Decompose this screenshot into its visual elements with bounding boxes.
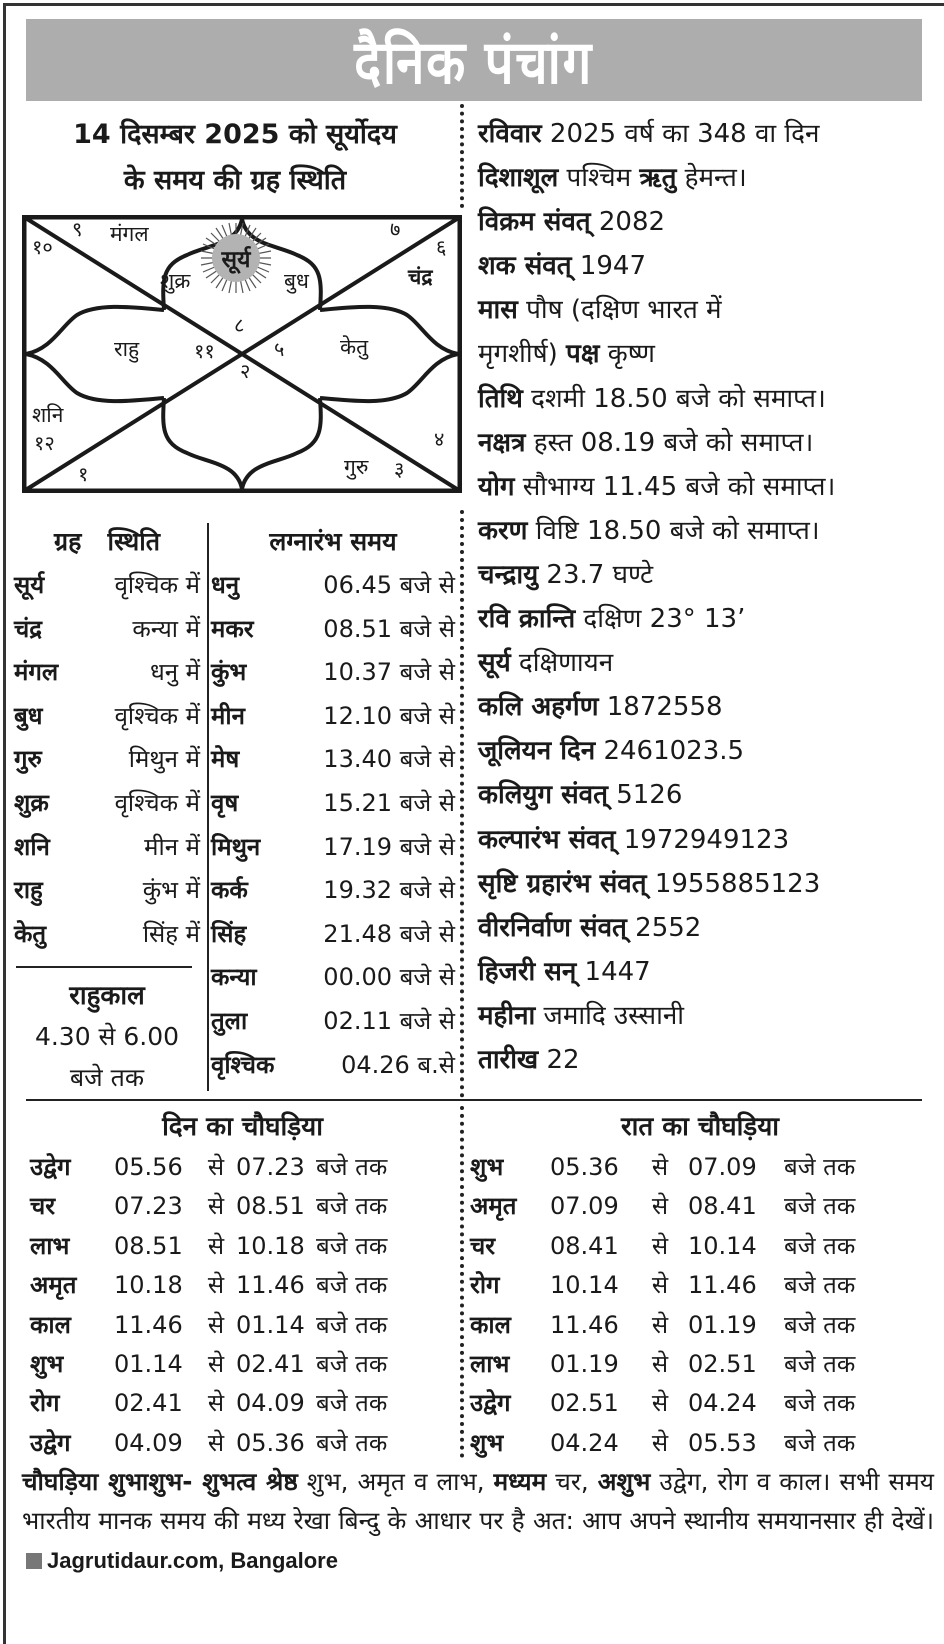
chog-suffix: बजे तक: [316, 1271, 388, 1300]
graha-row: [14, 869, 200, 913]
night-choghadiya: [470, 1106, 930, 1463]
info-value: 5126: [607, 780, 683, 811]
chog-name: काल: [470, 1310, 511, 1339]
kundli-mars-label: मंगल: [110, 222, 149, 246]
chog-suffix: बजे तक: [784, 1310, 856, 1339]
chog-to: 08.41: [688, 1192, 757, 1221]
footer-bold-heading: चौघड़िया शुभाशुभ- शुभत्व श्रेष्ठ: [22, 1467, 298, 1496]
chog-suffix: बजे तक: [784, 1192, 856, 1221]
chog-from: 02.51: [550, 1389, 619, 1418]
graha-header-label: ग्रह: [54, 527, 82, 556]
lagna-name: कन्या: [211, 963, 257, 992]
dotted-separator: [460, 1106, 464, 1458]
info-row-chandrayu: [478, 553, 938, 597]
chog-suffix: बजे तक: [316, 1349, 388, 1378]
chog-suffix: बजे तक: [784, 1349, 856, 1378]
info-key: रविवार: [478, 119, 542, 149]
graha-rashi: वृश्चिक में: [114, 701, 200, 730]
chog-se: से: [207, 1231, 225, 1260]
kundli-jupiter-label: गुरु: [344, 455, 369, 479]
chog-from: 04.24: [550, 1428, 619, 1457]
kundli-saturn-label: शनि: [32, 403, 64, 427]
info-value: कृष्ण: [599, 339, 655, 370]
info-row-kaliyug-samvat: [478, 773, 938, 817]
lagna-name: मकर: [211, 614, 254, 643]
choghadiya-row: [30, 1345, 455, 1384]
graha-sthiti-header: [14, 520, 200, 564]
graha-row: [14, 826, 200, 870]
chog-from: 08.51: [114, 1231, 183, 1260]
info-key: कलियुग संवत्: [478, 780, 608, 811]
night-choghadiya-title: रात का चौघड़िया: [620, 1112, 780, 1142]
graha-rashi: सिंह में: [142, 919, 200, 948]
info-value: 1955885123: [646, 868, 821, 899]
chog-to: 04.09: [236, 1389, 305, 1418]
info-value: मृगशीर्ष): [478, 339, 567, 370]
choghadiya-row: [470, 1384, 930, 1423]
lagna-row: [211, 608, 455, 652]
lagna-time: 19.32 बजे से: [323, 876, 455, 905]
lagna-row: [211, 738, 455, 782]
info-key: तिथि: [478, 383, 523, 414]
chog-suffix: बजे तक: [784, 1389, 856, 1418]
lagna-row: [211, 913, 455, 957]
graha-rashi: मीन में: [144, 832, 200, 861]
graha-row: [14, 782, 200, 826]
house-number: ७: [390, 217, 401, 241]
info-value: विष्टि 18.50 बजे को समाप्त।: [527, 515, 820, 546]
chog-name: चर: [30, 1192, 56, 1221]
lagna-time: 21.48 बजे से: [323, 919, 455, 948]
chog-name: काल: [30, 1310, 71, 1339]
info-key: सृष्टि ग्रहारंभ संवत्: [478, 868, 647, 899]
lagna-row: [211, 782, 455, 826]
info-key: कल्पारंभ संवत्: [478, 824, 616, 855]
house-number: ८: [234, 313, 245, 337]
choghadiya-row: [470, 1227, 930, 1266]
info-key: सूर्य: [478, 648, 511, 679]
info-key: चन्द्रायु: [478, 559, 539, 590]
chart-heading-line1: 14 दिसम्बर 2025 को सूर्योदय: [73, 119, 397, 150]
chog-to: 10.14: [688, 1231, 757, 1260]
chog-suffix: बजे तक: [316, 1153, 388, 1181]
chog-name: लाभ: [470, 1349, 510, 1378]
footer-bold-ashubh: अशुभ: [597, 1467, 651, 1496]
kundli-sun-label: सूर्य: [221, 247, 251, 273]
lagna-name: कर्क: [211, 876, 248, 905]
info-row-kali-ahargan: [478, 685, 938, 729]
chog-name: शुभ: [30, 1349, 64, 1378]
chog-se: से: [651, 1389, 669, 1418]
graha-sthiti-table: [14, 520, 200, 956]
chog-se: से: [651, 1271, 669, 1300]
chog-se: से: [207, 1153, 225, 1181]
chog-name: रोग: [470, 1271, 500, 1300]
choghadiya-row: [470, 1306, 930, 1345]
info-row-yoga: [478, 465, 938, 509]
chog-name: रोग: [30, 1389, 60, 1418]
info-value: 2025 वर्ष का 348 वा दिन: [541, 119, 820, 149]
info-key: कलि अहर्गण: [478, 692, 599, 723]
lagna-time: 13.40 बजे से: [323, 745, 455, 774]
graha-name: चंद्र: [14, 614, 42, 643]
choghadiya-row: [30, 1306, 455, 1345]
house-number: ९: [72, 217, 83, 241]
info-value: 23.7 घण्टे: [538, 559, 654, 590]
graha-name: गुरु: [14, 745, 42, 774]
info-row-hijri-san: [478, 950, 938, 994]
lagna-row: [211, 651, 455, 695]
graha-row: [14, 738, 200, 782]
chog-se: से: [207, 1192, 225, 1221]
chog-from: 10.14: [550, 1271, 619, 1300]
chog-se: से: [207, 1349, 225, 1378]
info-key: नक्षत्र: [478, 427, 526, 458]
choghadiya-row: [470, 1424, 930, 1463]
chog-to: 08.51: [236, 1192, 305, 1221]
graha-name: शुक्र: [14, 788, 49, 817]
divider: [16, 966, 192, 968]
chog-suffix: बजे तक: [784, 1428, 856, 1457]
chog-se: से: [651, 1310, 669, 1339]
info-row-srishti-samvat: [478, 862, 938, 906]
info-row-tarikh: [478, 1038, 938, 1082]
chog-from: 07.23: [114, 1192, 183, 1221]
info-key: करण: [478, 515, 528, 546]
chog-suffix: बजे तक: [316, 1389, 388, 1418]
info-value: 2461023.5: [595, 736, 745, 767]
chog-se: से: [651, 1192, 669, 1221]
choghadiya-row: [470, 1148, 930, 1187]
chog-se: से: [651, 1153, 669, 1181]
kundli-moon-label: चंद्र: [408, 265, 433, 289]
house-number: २: [240, 359, 251, 383]
chog-name: अमृत: [30, 1271, 77, 1300]
sun-badge: [200, 222, 272, 294]
graha-row: [14, 913, 200, 957]
lagna-row: [211, 956, 455, 1000]
info-key: तारीख: [478, 1044, 539, 1075]
graha-name: केतु: [14, 919, 47, 948]
chog-from: 05.56: [114, 1153, 183, 1181]
sthiti-header-label: स्थिति: [107, 527, 160, 556]
info-row-tithi: [478, 377, 938, 421]
chog-from: 01.14: [114, 1349, 183, 1378]
graha-rashi: धनु में: [149, 658, 200, 687]
chart-heading: [20, 112, 450, 204]
lagna-row: [211, 564, 455, 608]
info-row-veernirvan-samvat: [478, 906, 938, 950]
chog-to: 01.14: [236, 1310, 305, 1339]
info-row-mahina: [478, 994, 938, 1038]
graha-name: बुध: [14, 701, 43, 730]
choghadiya-row: [30, 1187, 455, 1226]
info-value: 1447: [576, 956, 651, 987]
chog-name: शुभ: [470, 1428, 504, 1457]
chog-from: 07.09: [550, 1192, 619, 1221]
info-value: हस्त 08.19 बजे को समाप्त।: [525, 427, 814, 458]
info-row-maas: [478, 288, 938, 332]
chart-heading-line2: के समय की ग्रह स्थिति: [123, 165, 347, 196]
info-value: 2552: [626, 912, 702, 943]
chog-name: उद्वेग: [30, 1153, 71, 1181]
info-key: हिजरी सन्: [478, 956, 577, 987]
info-row-ravi-kranti: [478, 597, 938, 641]
graha-name: सूर्य: [14, 571, 45, 599]
chog-name: अमृत: [470, 1192, 517, 1221]
lagna-name: मिथुन: [211, 832, 261, 861]
rahukaal-box: [14, 976, 200, 1098]
chog-from: 10.18: [114, 1271, 183, 1300]
house-number: १०: [32, 235, 53, 259]
chog-to: 05.53: [688, 1428, 757, 1457]
info-value: दक्षिण 23° 13’: [575, 604, 746, 635]
chog-suffix: बजे तक: [784, 1153, 856, 1181]
info-row-dishashool: [478, 156, 938, 200]
column-divider: [207, 523, 209, 1091]
lagna-name: सिंह: [211, 919, 247, 948]
choghadiya-row: [30, 1266, 455, 1305]
info-row-vikram-samvat: [478, 200, 938, 244]
graha-row: [14, 695, 200, 739]
choghadiya-row: [30, 1148, 455, 1187]
section-divider: [26, 1099, 922, 1101]
brand-square-icon: [26, 1553, 42, 1569]
lagna-time: 17.19 बजे से: [323, 832, 455, 861]
chog-from: 11.46: [114, 1310, 183, 1339]
chog-to: 01.19: [688, 1310, 757, 1339]
choghadiya-row: [470, 1266, 930, 1305]
info-value: पौष (दक्षिण भारत में: [517, 295, 722, 326]
lagna-row: [211, 1044, 455, 1088]
lagna-row: [211, 695, 455, 739]
graha-rashi: कन्या में: [132, 614, 200, 643]
house-number: ४: [434, 427, 445, 451]
chog-from: 01.19: [550, 1349, 619, 1378]
lagna-row: [211, 1000, 455, 1044]
chog-suffix: बजे तक: [316, 1231, 388, 1260]
graha-rashi: मिथुन में: [128, 745, 200, 774]
chog-se: से: [207, 1310, 225, 1339]
lagna-name: धनु: [211, 571, 240, 599]
chog-to: 02.41: [236, 1349, 305, 1378]
info-value: दक्षिणायन: [510, 648, 614, 679]
choghadiya-row: [30, 1424, 455, 1463]
info-key: महीना: [478, 1000, 536, 1031]
info-row-karan: [478, 509, 938, 553]
kundli-ketu-label: केतु: [340, 335, 369, 359]
graha-name: राहु: [14, 876, 43, 905]
chog-from: 02.41: [114, 1389, 183, 1418]
lagna-time: 06.45 बजे से: [323, 571, 455, 599]
info-value: जमादि उस्सानी: [535, 1000, 685, 1031]
lagna-name: मीन: [211, 701, 245, 730]
chog-name: लाभ: [30, 1231, 70, 1260]
chog-se: से: [651, 1428, 669, 1457]
info-key: विक्रम संवत्: [478, 207, 591, 238]
chog-se: से: [207, 1389, 225, 1418]
chog-to: 02.51: [688, 1349, 757, 1378]
graha-rashi: कुंभ में: [142, 876, 200, 905]
chog-from: 04.09: [114, 1428, 183, 1457]
chog-suffix: बजे तक: [784, 1271, 856, 1300]
chog-to: 11.46: [688, 1271, 757, 1300]
info-row-paksha: [478, 332, 938, 376]
dotted-separator: [460, 104, 464, 208]
chog-suffix: बजे तक: [316, 1428, 388, 1457]
footer-note: [22, 1462, 934, 1580]
graha-name: मंगल: [14, 658, 59, 687]
house-number: १: [78, 462, 89, 486]
masthead-title: दैनिक पंचांग: [354, 28, 594, 98]
lagna-time: 00.00 बजे से: [323, 963, 455, 992]
info-key: दिशाशूल: [478, 163, 559, 194]
chog-suffix: बजे तक: [784, 1231, 856, 1260]
lagna-time: 08.51 बजे से: [323, 614, 455, 643]
chog-from: 08.41: [550, 1231, 619, 1260]
info-value: 1947: [571, 251, 646, 282]
info-value: 2082: [590, 207, 666, 238]
house-number: १२: [34, 431, 55, 455]
chog-to: 04.24: [688, 1389, 757, 1418]
chog-se: से: [651, 1349, 669, 1378]
chog-se: से: [207, 1428, 225, 1457]
info-value: 22: [538, 1044, 580, 1075]
info-value: पश्चिम: [558, 163, 640, 194]
lagna-name: वृष: [211, 788, 239, 817]
chog-name: उद्वेग: [470, 1389, 511, 1418]
chog-suffix: बजे तक: [316, 1310, 388, 1339]
chog-name: चर: [470, 1231, 496, 1260]
kundli-chart: [22, 215, 462, 493]
chog-from: 05.36: [550, 1153, 619, 1181]
info-row-julian-day: [478, 729, 938, 773]
chog-se: से: [651, 1231, 669, 1260]
rahukaal-suffix: बजे तक: [69, 1063, 145, 1092]
info-value: दशमी 18.50 बजे को समाप्त।: [522, 383, 826, 414]
lagna-table: [211, 520, 455, 1087]
graha-row: [14, 651, 200, 695]
info-value: हेमन्त।: [676, 163, 747, 194]
footer-text: शुभ, अमृत व लाभ,: [297, 1467, 494, 1496]
chog-to: 10.18: [236, 1231, 305, 1260]
masthead: [26, 19, 922, 101]
lagna-time: 15.21 बजे से: [323, 788, 455, 817]
lagna-name: वृश्चिक: [211, 1050, 275, 1079]
chog-to: 05.36: [236, 1428, 305, 1457]
info-value: 1872558: [598, 692, 723, 723]
info-row-nakshatra: [478, 421, 938, 465]
info-key: रवि क्रान्ति: [478, 604, 576, 635]
rahukaal-title: राहुकाल: [69, 981, 145, 1011]
rahukaal-time: 4.30 से 6.00: [34, 1022, 180, 1051]
house-number: ५: [274, 337, 285, 361]
chog-name: शुभ: [470, 1153, 504, 1181]
house-number: ११: [194, 339, 215, 363]
chog-to: 07.23: [236, 1153, 305, 1181]
choghadiya-row: [30, 1227, 455, 1266]
house-number: ६: [436, 235, 447, 259]
info-key: वीरनिर्वाण संवत्: [478, 912, 627, 943]
chog-se: से: [207, 1271, 225, 1300]
info-row-day: [478, 112, 938, 156]
day-choghadiya: [30, 1106, 455, 1463]
chog-name: उद्वेग: [30, 1428, 71, 1457]
info-key: जूलियन दिन: [478, 736, 596, 767]
graha-rashi: वृश्चिक में: [114, 788, 200, 817]
info-row-kalparambh-samvat: [478, 818, 938, 862]
info-key: योग: [478, 471, 515, 502]
choghadiya-row: [30, 1384, 455, 1423]
info-key: पक्ष: [566, 339, 600, 370]
graha-row: [14, 564, 200, 608]
chog-from: 11.46: [550, 1310, 619, 1339]
graha-rashi: वृश्चिक में: [114, 571, 200, 599]
info-row-surya: [478, 641, 938, 685]
chog-to: 11.46: [236, 1271, 305, 1300]
lagna-name: मेष: [211, 745, 240, 774]
lagna-row: [211, 869, 455, 913]
dotted-separator: [460, 510, 464, 1098]
lagna-name: तुला: [211, 1006, 248, 1035]
graha-row: [14, 608, 200, 652]
lagna-time: 12.10 बजे से: [323, 701, 455, 730]
info-value: 1972949123: [615, 824, 790, 855]
info-key: मास: [478, 295, 518, 326]
panchang-info: [478, 112, 938, 1082]
info-key: ऋतु: [639, 163, 677, 194]
kundli-rahu-label: राहु: [114, 337, 140, 361]
lagna-row: [211, 826, 455, 870]
brand-name: Jagrutidaur.com, Bangalore: [47, 1548, 338, 1573]
lagna-name: कुंभ: [211, 658, 247, 687]
kundli-mercury-label: बुध: [284, 269, 309, 293]
footer-text: चर,: [546, 1467, 598, 1496]
choghadiya-row: [470, 1345, 930, 1384]
lagna-time: 04.26 ब.से: [341, 1050, 455, 1079]
footer-text: उद्वेग, रोग व काल। सभी समय भारतीय मानक समय की मध्य रेखा बिन्दु के आधार पर है अत: आप अपने स्थानीय समयानसार ही देखें।: [22, 1467, 934, 1535]
kundli-venus-label: शुक्र: [160, 269, 191, 293]
info-value: सौभाग्य 11.45 बजे को समाप्त।: [514, 471, 836, 502]
choghadiya-row: [470, 1187, 930, 1226]
chog-to: 07.09: [688, 1153, 757, 1181]
lagna-time: 10.37 बजे से: [323, 658, 455, 687]
lagna-header: लग्नारंभ समय: [269, 527, 397, 556]
info-row-shak-samvat: [478, 244, 938, 288]
lagna-time: 02.11 बजे से: [323, 1006, 455, 1035]
day-choghadiya-title: दिन का चौघड़िया: [162, 1112, 323, 1142]
graha-name: शनि: [14, 832, 50, 861]
info-key: शक संवत्: [478, 251, 572, 282]
footer-bold-madhyam: मध्यम: [493, 1467, 547, 1496]
chog-suffix: बजे तक: [316, 1192, 388, 1221]
house-number: ३: [394, 457, 405, 481]
